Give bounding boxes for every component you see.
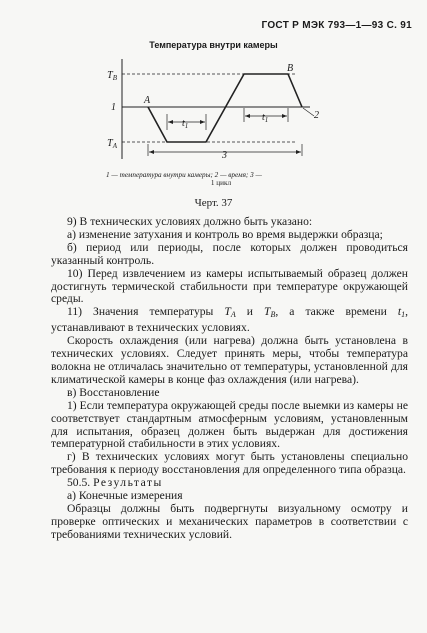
label-3: 3 — [222, 150, 227, 161]
leader-2 — [303, 108, 314, 116]
para-9: 9) В технических условиях должно быть указано: — [67, 215, 313, 228]
para-1: 1) Если температура окружающей среды после выемки из камеры не соответствует стандартным атмосферным условиям, установленным для испытания, образец должен быть выдержан для достижения температурной стабильности в этих условиях. — [51, 398, 408, 451]
label-a: A — [144, 95, 151, 106]
para-a2: а) Конечные измерения — [67, 489, 183, 503]
arrowheads — [149, 114, 301, 154]
figure-caption: Черт. 37 — [194, 197, 233, 209]
label-tb: $T_B$ — [107, 70, 117, 82]
temperature-curve — [148, 74, 302, 142]
label-ta: $T_A$ — [107, 138, 117, 150]
label-b: B — [287, 63, 294, 74]
legend-line-1: 1 — температура внутри камеры; 2 — время; 3 — — [106, 171, 262, 179]
legend-line-2: 1 цикл — [210, 179, 232, 187]
section-heading: 50.5. Результаты — [67, 476, 163, 490]
label-t1-second: $t_1$ — [262, 112, 269, 124]
para-g: г) В технических условиях могут быть установлены специально требования к периоду восстановления для определенного типа образца. — [51, 450, 408, 477]
figure-legend — [106, 171, 336, 187]
para-final: Образцы должны быть подвергнуты визуальному осмотру и проверке оптических и механических параметров в соответствии с требованиями технических условий. — [51, 501, 408, 541]
label-2: 2 — [314, 110, 319, 121]
body-text — [51, 216, 408, 542]
diagram-title: Температура внутри камеры — [149, 40, 278, 50]
page-header: ГОСТ Р МЭК 793—1—93 С. 91 — [261, 20, 412, 31]
para-11: 11) Значения температуры TA и TB, а также времени t1, устанавливают в технических условиях. — [51, 305, 408, 335]
para-a: а) изменение затухания и контроль во время выдержки образца; — [67, 227, 383, 241]
label-1: 1 — [111, 102, 116, 113]
temperature-cycle-diagram — [100, 56, 340, 166]
para-cooling: Скорость охлаждения (или нагрева) должна быть установлена в технических условиях. Следует принять меры, чтобы температура волокна не отличалась значительно от температуры, установленной для климатической камеры в конце фаз охлаждения (или нагрева). — [51, 334, 408, 386]
para-v: в) Восстановление — [67, 385, 160, 399]
label-t1: $t_1$ — [182, 118, 189, 130]
para-10: 10) Перед извлечением из камеры испытываемый образец должен достигнуть термической стабильности при температуре окружающей среды. — [51, 266, 408, 306]
para-b: б) период или периоды, после которых должен проводиться указанный контроль. — [51, 240, 408, 267]
